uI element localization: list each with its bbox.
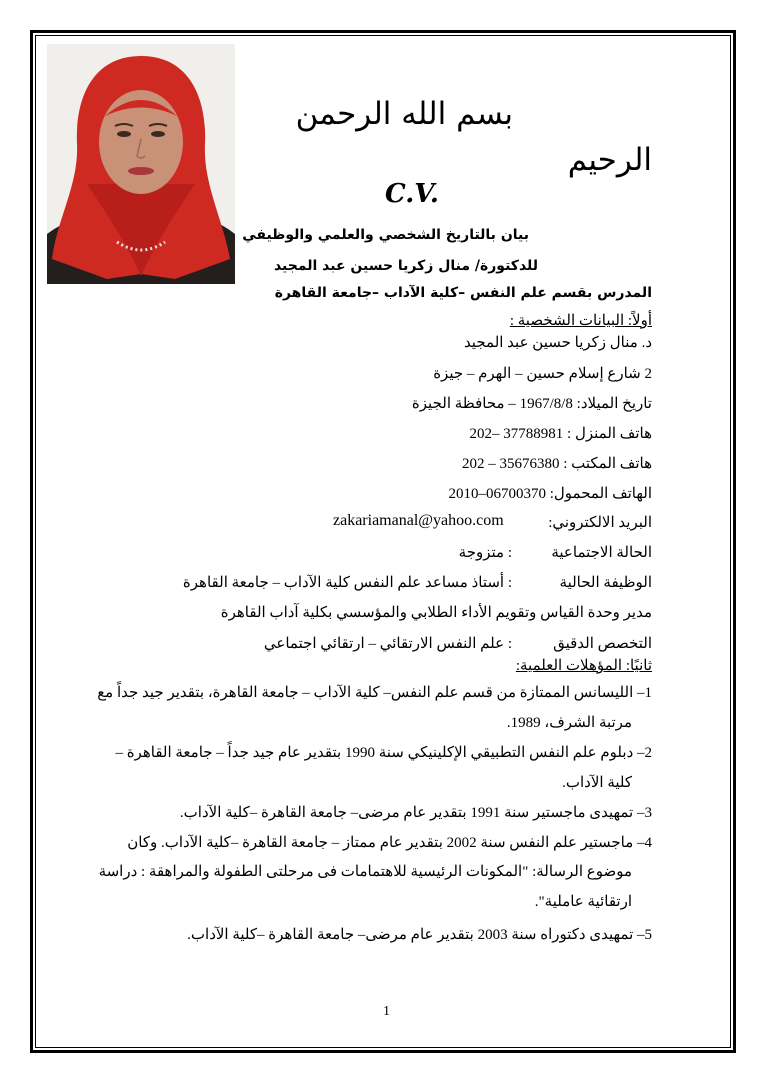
cv-label: C.V.: [385, 179, 439, 209]
title-line1: بيان بالتاريخ الشخصي والعلمي والوظيفي: [242, 227, 529, 243]
personal-birth: تاريخ الميلاد: 1967/8/8 – محافظة الجيزة: [411, 396, 652, 412]
email-value: zakariamanal@yahoo.com: [333, 512, 504, 529]
personal-home-phone: هاتف المنزل : 37788981 –202: [469, 426, 652, 442]
basmala-line2: الرحيم: [567, 142, 652, 178]
job-extra: مدير وحدة القياس وتقويم الأداء الطلابي والمؤسسي بكلية آداب القاهرة: [220, 605, 652, 621]
qualification-4-line1: 4– ماجستير علم النفس سنة 2002 بتقدير عام ممتاز – جامعة القاهرة –كلية الآداب. وكان: [127, 835, 652, 851]
qualification-4-line3: ارتقائية عاملية".: [534, 894, 632, 910]
qualification-2-line1: 2– دبلوم علم النفس التطبيقي الإكلينيكي سنة 1990 بتقدير عام جيد جداً – جامعة القاهرة –: [115, 745, 652, 761]
portrait-photo: [47, 44, 235, 284]
marital-label: الحالة الاجتماعية: [551, 545, 652, 561]
basmala-line1: بسم الله الرحمن: [295, 96, 513, 132]
qualification-5: 5– تمهيدى دكتوراه سنة 2003 بتقدير عام مرضى– جامعة القاهرة –كلية الآداب.: [187, 927, 652, 943]
specialty-value: : علم النفس الارتقائي – ارتقائي اجتماعي: [263, 636, 512, 652]
page-number: 1: [383, 1004, 390, 1019]
title-line3: المدرس بقسم علم النفس –كلية الآداب –جامعة القاهرة: [274, 285, 652, 301]
personal-mobile: الهاتف المحمول: 06700370–2010: [448, 486, 652, 502]
qualification-3: 3– تمهيدى ماجستير سنة 1991 بتقدير عام مرضى– جامعة القاهرة –كلية الآداب.: [179, 805, 652, 821]
job-value: : أستاذ مساعد علم النفس كلية الآداب – جامعة القاهرة: [182, 575, 512, 591]
job-label: الوظيفة الحالية: [559, 575, 652, 591]
personal-address: 2 شارع إسلام حسين – الهرم – جيزة: [433, 366, 652, 382]
qualification-2-line2: كلية الآداب.: [562, 775, 632, 791]
qualification-4-line2: موضوع الرسالة: "المكونات الرئيسية للاهتمامات فى مرحلتى الطفولة والمراهقة : دراسة: [98, 864, 632, 880]
section-personal-title: أولاً: البيانات الشخصية :: [509, 313, 652, 329]
marital-value: : متزوجة: [458, 545, 512, 561]
title-line2: للدكتورة/ منال زكريا حسين عبد المجيد: [273, 258, 538, 274]
section-qualifications-title: ثانيًا: المؤهلات العلمية:: [515, 658, 652, 674]
specialty-label: التخصص الدقيق: [553, 636, 652, 652]
qualification-1-line2: مرتبة الشرف، 1989.: [506, 715, 632, 731]
personal-name: د. منال زكريا حسين عبد المجيد: [463, 335, 652, 351]
email-label: البريد الالكتروني:: [548, 515, 652, 531]
qualification-1-line1: 1– الليسانس الممتازة من قسم علم النفس– كلية الآداب – جامعة القاهرة، بتقدير جيد جداً مع: [97, 685, 652, 701]
personal-office-phone: هاتف المكتب : 35676380 – 202: [461, 456, 652, 472]
